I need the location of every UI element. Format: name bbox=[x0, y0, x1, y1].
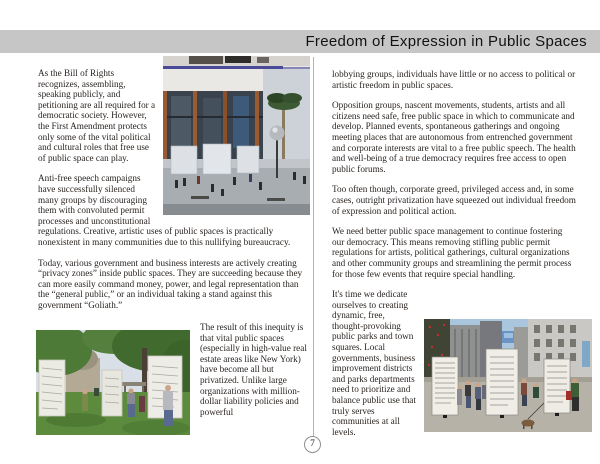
paragraph-lobbying-groups: lobbying groups, individuals have little or no access to political or artistic freedom in public spaces. bbox=[332, 69, 576, 90]
paragraph-privacy-zones: Today, various government and business interests are actively creating “privacy zones” inside public spaces. They are succeeding because they can more easily command money, power, and legal representation than the “general public,” or an individual taking a stand against this government “Goliath.” bbox=[38, 257, 303, 310]
paragraph-corporate-greed: Too often though, corporate greed, privileged access and, in some cases, outright privatization have squeezed out individual freedom of expression and political action. bbox=[332, 184, 576, 216]
page-title: Freedom of Expression in Public Spaces bbox=[305, 33, 587, 50]
paragraph-public-space-management: We need better public space management to continue fostering our democracy. This means removing stifling public permit regulations for artists, political gatherings, cultural organizations and other community groups and streamlining the permit process for those few events that require special handling. bbox=[332, 226, 572, 279]
column-divider-line bbox=[313, 57, 314, 436]
right-column bbox=[332, 56, 576, 447]
header-bar bbox=[0, 30, 600, 53]
paragraph-anti-free-speech: Anti-free speech campaigns have successfully silenced many groups by discouraging them with convoluted permit processes and unconstitutional regulations. Creative, artistic uses of public spaces is practically nonexistent in many communities due to this nullifying bureaucracy. bbox=[38, 173, 291, 247]
photo-plaza-building bbox=[163, 56, 310, 215]
photo-park-panels bbox=[36, 330, 190, 435]
paragraph-result-inequity: The result of this inequity is that vital public spaces (especially in high-value real estate areas like New York) have become all but privatized. Unlike large organizations with million-dollar liability policies and powerful bbox=[200, 322, 307, 417]
photo-city-square-panels bbox=[424, 319, 592, 432]
paragraph-dedicate-ourselves: It's time we dedicate ourselves to creating dynamic, free, thought-provoking public parks and town squares. Local governments, business improvement districts and parks departments need to prioritize and balance public use that truly serves communities at all levels. bbox=[332, 289, 416, 437]
page-number: 7 bbox=[304, 436, 321, 453]
left-column bbox=[38, 56, 310, 320]
paragraph-bill-of-rights: As the Bill of Rights recognizes, assembling, speaking publicly, and petitioning are all required for a democratic society. However, the First Amendment protects only some of the vital political and cultural roles that free use of public space can play. bbox=[38, 68, 156, 163]
closing-block bbox=[332, 289, 576, 437]
paragraph-opposition-groups: Opposition groups, nascent movements, students, artists and all citizens need safe, free public space in which to communicate and develop. Planned events, spontaneous gatherings and ongoing meeting places that are autonomous from entrenched government and corporate interests are vital to a free public speech. The health and well-being of a true democracy requires free access to open public forums. bbox=[332, 100, 576, 174]
